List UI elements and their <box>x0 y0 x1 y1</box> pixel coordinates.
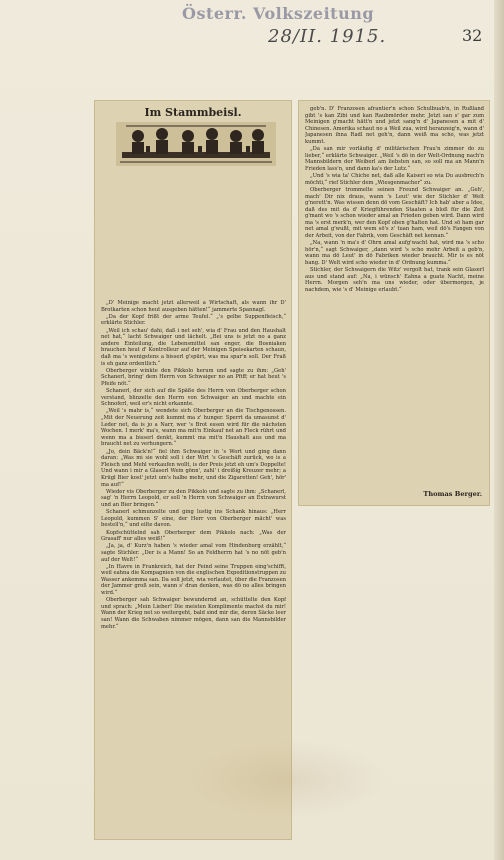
article-body-left <box>101 300 286 834</box>
paragraph: Schanerl, der sich auf die Späße des Herrn von Oberberger schon verstand, blinzelte den Herrn von Schwaiger an und machte ein Schnoferl, weil er's nicht erkannte. <box>101 388 286 408</box>
paragraph: Oberberger trommelte seinen Freund Schwaiger an. „Geh', mach' Dir nix draus, wann 's Leut' wie der Stichler d' Welt g'nerett'n. Was wissen denn dö vom Geschäft? Ich hab' aber a Idee, daß des mit da d' Kriegführenden Staaten a bloß für die Zeit g'mant wo 's schon wieder amal an Frieden geben wird. Dann wird ma 's erst merk'n, wer den Kopf oben g'halten hat. Und sö ham gar net amal g'wußt, mit wem sö's z' tuan ham, weil dö's Fangen von der Arbeit, von der Fabrik, vom Geschäft net kennan.“ <box>305 186 484 240</box>
tavern-illustration-icon <box>116 122 276 166</box>
paragraph: Oberberger winkte den Pikkolo herum und sagte zu ihm: „Geh' Schanerl, bring' dem Herrn von Schwaiger no an Pfiff; er hat heut 's Pfeife nöt.“ <box>101 367 286 387</box>
article-title: Im Stammbeisl. <box>144 106 242 119</box>
paragraph: Oberberger sah Schwaiger bewundernd an, schüttelte den Kopf und sprach: „Mein Lieber! Die meisten Komplimente machst du mir! Wann der Krieg net so weitergeht, bald sind mir die, deren Säcke leer san! Wann die Schwaben nimmer mögen, dann san die Mannsbilder mehr.“ <box>101 597 286 630</box>
page-number: 32 <box>462 26 483 45</box>
clipping-left-column <box>94 100 292 840</box>
article-author: Thomas Berger. <box>423 490 482 498</box>
paragraph: „Da san mir vorläufig d' militärischen Frau'n zimmer do zu lieber,“ erklärte Schwaiger. „Weil 's dö in der Welt-Ordnung nach'n Mannsbildern der Weiberl am liebsten san, so soll ma an Mann'n Frieden lass'n, und dann ka's der Lutz.“ <box>305 146 484 172</box>
paragraph: „D' Meinige macht jetzt allerweil a Wirtschaft, als wann ihr D' Brotkarten schon heut ausgeben hätten!“ jammerte Spannagl. <box>101 300 286 313</box>
paragraph: geb'n. D' Franzosen afrantier'n schon Schulbuab'n, in Rußland gibt 's kan Zibi und kan Raubmörder mehr. Jetzt san s' gar zum Meinigen g'macht hätt'n und jetzt sang'n d' Japanesen a mit d' Chinesen. Amerika schaut no a Weil zua, wird heranzeig'n, wann d' Japanesen ihna Radl net geh'n, dann weiß ma scho, was jetzt kummt. <box>305 106 484 145</box>
paragraph: „Ja, ja, d' Kurz'n haben 's wieder amal vom Hindenburg erzählt,“ sagte Stichler. „Der is a Mann! So an Feldherrn hat 's no nöt geb'n auf der Welt!“ <box>101 543 286 563</box>
paragraph: Kopfschüttelnd sah Oberberger dem Pikkolo nach: „Was der Grasaff' nur alles weiß!“ <box>101 529 286 543</box>
paragraph: „Weil ich schau' dahi, daß i net seh', wia d' Frau und den Haushalt net hat,“ lacht Schwaiger und lächelt. „Bei uns is jetzt no a ganz andere Einteilung, die Lebensmittel san enger, die Bosniaken brauchen heut d' Kontrolleur auf der Meinigen Speisekarten schaun, daß ma 's wenigstens a bisserl g'spürt, was ma spar'n soll. Der Fraß is eh ganz ordentlich.“ <box>101 327 286 367</box>
paragraph: „Na, wann 'n ma's d' Ohrn amal aufg'wacht hat, wird ma 's scho hör'n,“ sagt Schwaiger, „dann wird 's scho mehr Arbeit a geb'n, wann ma dö Leut' in dö Fabriken wieder braucht. Mir is es nöt bang. D' Welt wird scho wieder in d' Ordnung kumma.“ <box>305 240 484 267</box>
paragraph: „Und 's wia ta' Chiche net, daß alle Kaiseri so wia Du ausbrech'n möchti,“ rief Stichler dem „Wiesgenmacher“ zu. <box>305 173 484 186</box>
paragraph: Schanerl schmunzelte und ging lustig ins Schank hinaus: „Herr Leopold, kummen S' eine, der Herr von Oberberger mächt' was bestell'n,“ und eilte davon. <box>101 509 286 529</box>
paragraph: „Da der Kopf frißt der arme Teufel.“ „'s gelbe Suppenfleisch,“ erklärte Stichler. <box>101 313 286 327</box>
clipping-right-column <box>298 100 490 506</box>
paragraph: Stichler, der Schwaigern die Witz' vergolt hat, trank sein Glaserl aus und stand auf: „Na, i wünsch' Eahna a guate Nacht, meine Herrn. Morgen seh'n ma uns wieder, oder übermorgen, je nachdem, wie 's d' Meinige erlaubt.“ <box>305 267 484 293</box>
paragraph: „In Havre in Frankreich, hat der Feind seine Truppen eing'schifft, weil eahna die Kompagnien von die englischen Expeditionstruppen zu Wasser ankemma san. Da soll jetzt, wia verlautet, über die Franzosen der Jammer groß sein, wann s' dran denken, was dö no alles bringen wird.“ <box>101 563 286 597</box>
handwritten-date: 28/II. 1915. <box>268 26 387 47</box>
paragraph: Wieder vis Oberberger zu den Pikkolo und sagte zu ihm: „Schanerl, sag' 'n Herrn Leopold, er soll 'n Herrn von Schwaiger an Extrawurst und an Bier bringen.“ <box>101 488 286 508</box>
newspaper-masthead: Österr. Volkszeitung <box>182 4 375 23</box>
page-edge <box>494 0 504 860</box>
article-body-right <box>305 106 484 492</box>
paragraph: „Jo, dein Bäck'n!“ fiel ihm Schwaiger in 's Wort und ging dann daran: „Was mi sie wohl soll i der Wirt 's Geschäft zurück, wo is a Fleisch und Mehl verkaufen wollt, is der Preis jetzt eh um's Doppelte! Und wann i mir a Glaserl Wein gönn', zahl' i dreißig Kreuzer mehr; a Krügl Bier kost' jetzt um's halbe mehr, und die Zigaretten! Geh', hör' ma auf!“ <box>101 448 286 488</box>
paragraph: „Weil 's mahr is,“ wendete sich Oberberger an die Tischgenossen. „Mit der Neuerung zeit kummt ma z' hunger. Sperrt da umasunst d' Leder net, da is jo a Narr, wer 's Brot essen wird für die nächsten Wochen. I merk' ma's, wann ma mit'n Einkauf net an Fleck rührt und wenn ma a bisserl denkt, kummt ma mit'n Haushalt aus und ma braucht net zu verhungern.“ <box>101 408 286 448</box>
